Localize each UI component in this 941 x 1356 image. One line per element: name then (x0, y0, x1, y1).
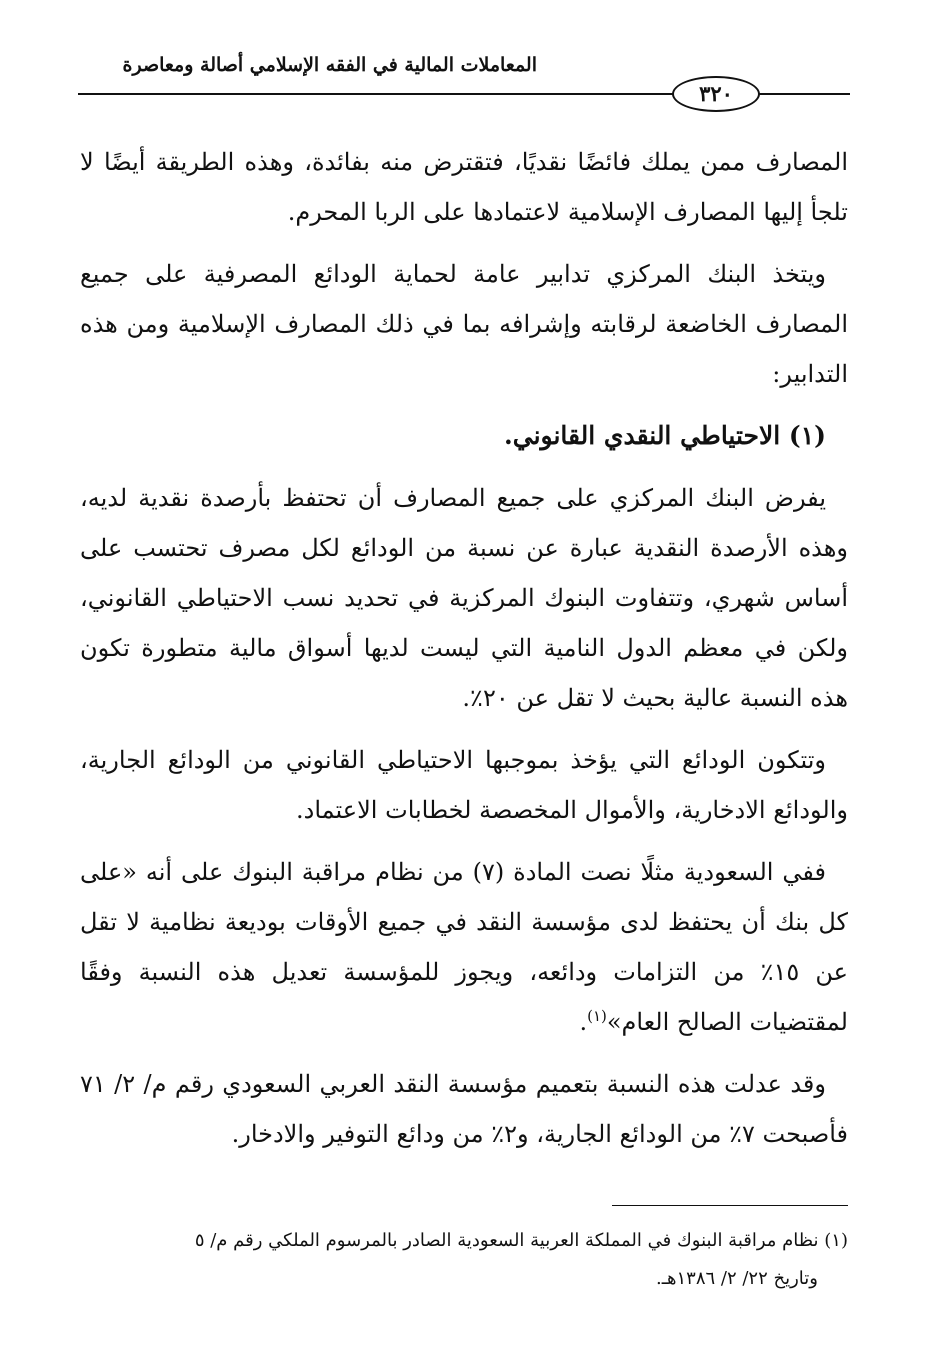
footnote-line-2: وتاريخ ٢٢/ ٢/ ١٣٨٦هـ. (655, 1268, 818, 1289)
footnote (80, 1222, 848, 1298)
footnote-rule (612, 1205, 848, 1206)
paragraph-6: وقد عدلت هذه النسبة بتعميم مؤسسة النقد العربي السعودي رقم م/ ٢/ ٧١ فأصبحت ٧٪ من الودائع الجارية، و٢٪ من ودائع التوفير والادخار. (80, 1070, 848, 1148)
page-number: ٣٢٠ (672, 76, 760, 112)
section-heading: (١) الاحتياطي النقدي القانوني. (504, 421, 826, 450)
paragraph-5-text: ففي السعودية مثلًا نصت المادة (٧) من نظام مراقبة البنوك على أنه «على كل بنك أن يحتفظ لدى مؤسسة النقد في جميع الأوقات بوديعة نظامية لا تقل عن ١٥٪ من التزامات ودائعه، ويجوز للمؤسسة تعديل هذه النسبة وفقًا لمقتضيات الصالح العام» (80, 858, 848, 1036)
paragraph-5 (80, 847, 848, 1047)
paragraph-4: وتتكون الودائع التي يؤخذ بموجبها الاحتياطي القانوني من الودائع الجارية، والودائع الادخارية، والأموال المخصصة لخطابات الاعتماد. (80, 746, 848, 824)
paragraph-1: المصارف ممن يملك فائضًا نقديًا، فتقترض منه بفائدة، وهذه الطريقة أيضًا لا تلجأ إليها المصارف الإسلامية لاعتمادها على الربا المحرم. (80, 148, 848, 226)
footnote-line-1: (١) نظام مراقبة البنوك في المملكة العربية السعودية الصادر بالمرسوم الملكي رقم م/ ٥ (194, 1230, 848, 1251)
footnote-reference[interactable]: (١) (587, 1007, 607, 1025)
running-title: المعاملات المالية في الفقه الإسلامي أصالة ومعاصرة (122, 54, 537, 76)
paragraph-5-end: . (579, 1008, 588, 1036)
paragraph-2: ويتخذ البنك المركزي تدابير عامة لحماية الودائع المصرفية على جميع المصارف الخاضعة لرقابته وإشرافه بما في ذلك المصارف الإسلامية ومن هذه التدابير: (80, 260, 849, 388)
paragraph-3: يفرض البنك المركزي على جميع المصارف أن تحتفظ بأرصدة نقدية لديه، وهذه الأرصدة النقدية عبارة عن نسبة من الودائع لكل مصرف تحتسب على أساس شهري، وتتفاوت البنوك المركزية في تحديد نسب الاحتياطي القانوني، ولكن في معظم الدول النامية التي ليست لديها أسواق مالية متطورة تكون هذه النسبة عالية بحيث لا تقل عن ٢٠٪. (80, 484, 848, 712)
main-text (80, 137, 848, 1171)
